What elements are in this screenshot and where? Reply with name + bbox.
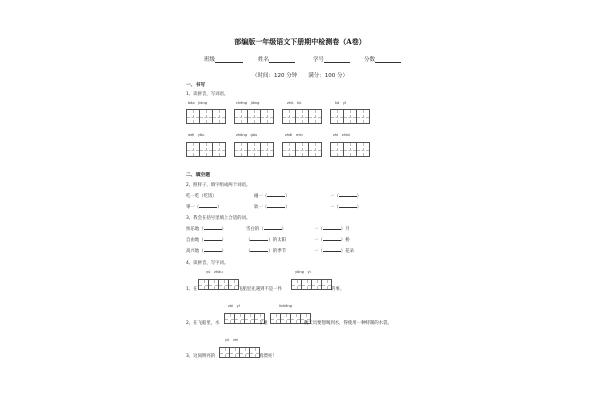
q2-item: 一（ ） (330, 194, 362, 199)
q1-prompt: 1、读拼音，写词语。 (186, 92, 229, 97)
answer-blank[interactable] (323, 251, 341, 252)
score-blank (375, 56, 401, 63)
name-label: 姓名 (258, 57, 270, 63)
q3-item: 雪白的（ ） (246, 227, 286, 232)
writing-grid[interactable] (234, 142, 274, 157)
writing-grid[interactable] (282, 109, 322, 124)
q4-item-2-num: 2、在飞船里，水 (186, 321, 220, 326)
pinyin-label: zhì zhìnì (333, 133, 351, 137)
writing-grid[interactable] (330, 109, 370, 124)
q4-item-1-num: 1、在 (186, 287, 198, 292)
q4-item-3-num: 3、这间明亮的 (186, 354, 216, 359)
q3-item: 自由地（ ） (186, 238, 226, 243)
q3-item: 高兴地（ ） (186, 249, 226, 254)
writing-grid[interactable] (291, 279, 332, 290)
pinyin-label: chēng jiǎng (236, 101, 260, 105)
writing-grid[interactable] (234, 109, 274, 124)
q4-item-2-text: 了重 (259, 321, 268, 326)
q2-item: 软一（ ） (254, 205, 290, 210)
q2-item: 碰一（ ） (254, 194, 290, 199)
q2-item: 吃一吃（吃饭） (186, 194, 217, 199)
writing-grid[interactable] (282, 142, 322, 157)
section1-heading: 一、书写 (186, 83, 206, 88)
time-score: （时间：120 分钟 满分：100 分） (252, 73, 348, 79)
q4-item-2-end: 航天员要想喝到水，得使用一种特制的水袋。 (304, 321, 392, 326)
q3-item: （ ）的太阳 (246, 238, 286, 243)
answer-blank[interactable] (199, 207, 217, 208)
pinyin-label: lìzhǒng (279, 304, 292, 308)
writing-grid[interactable] (186, 109, 226, 124)
score-label: 分数 (364, 57, 376, 63)
answer-blank[interactable] (264, 229, 282, 230)
answer-blank[interactable] (323, 240, 341, 241)
answer-blank[interactable] (323, 229, 341, 230)
class-label: 班级 (204, 57, 216, 63)
exam-title: 部编版一年级语文下册期中检测卷（A卷） (234, 37, 366, 46)
writing-grid[interactable] (219, 347, 260, 358)
score-field (364, 55, 401, 63)
q3-item: 一（ ）花朵 (314, 249, 354, 254)
pinyin-label: zhōng gōu (236, 133, 258, 137)
answer-blank[interactable] (204, 229, 222, 230)
number-label: 学号 (313, 57, 325, 63)
number-blank (324, 56, 350, 63)
pinyin-label: zài yǐ (228, 304, 240, 308)
q4-prompt: 4、读拼音，写字词。 (186, 261, 229, 266)
q3-item: 一（ ）月 (314, 227, 350, 232)
q2-item: 零一（ ） (186, 205, 222, 210)
q3-prompt: 3、我会在括号里填上合适的词。 (186, 216, 251, 221)
writing-grid[interactable] (330, 142, 370, 157)
q2-prompt: 2、照样子，填字组成两个词语。 (186, 183, 251, 188)
section2-heading: 二、填空题 (186, 173, 210, 178)
answer-blank[interactable] (267, 207, 285, 208)
answer-blank[interactable] (250, 240, 268, 241)
writing-grid[interactable] (198, 279, 239, 290)
pinyin-label: yǔ zhì (225, 338, 239, 342)
name-field (258, 55, 295, 63)
q3-item: （ ）的季节 (246, 249, 286, 254)
writing-grid[interactable] (186, 142, 226, 157)
answer-blank[interactable] (339, 196, 357, 197)
pinyin-label: zhāi mǐn (285, 133, 303, 137)
answer-blank[interactable] (204, 240, 222, 241)
q4-item-1-text: 飞船里先遇到不是一件 (238, 287, 282, 292)
pinyin-label: wēi yǒu (188, 133, 205, 137)
q2-item: 一（ ） (330, 205, 362, 210)
pinyin-label: yǒng yì (295, 270, 311, 274)
answer-blank[interactable] (339, 207, 357, 208)
q3-item: 快乐地（ ） (186, 227, 226, 232)
answer-blank[interactable] (250, 251, 268, 252)
class-blank (215, 56, 243, 63)
answer-blank[interactable] (267, 196, 285, 197)
class-field (204, 55, 243, 63)
pinyin-label: kǎ yī (335, 101, 347, 105)
pinyin-label: yú zhòu (206, 270, 223, 274)
q4-item-1-end: 的事。 (331, 287, 345, 292)
q4-item-3-end: 真漂亮！ (259, 354, 277, 359)
pinyin-label: bǎo jiàng (188, 101, 208, 105)
name-blank (269, 56, 295, 63)
answer-blank[interactable] (204, 251, 222, 252)
number-field (313, 55, 350, 63)
pinyin-label: zhū kǔ (287, 101, 302, 105)
q3-item: 一（ ）桥 (314, 238, 350, 243)
